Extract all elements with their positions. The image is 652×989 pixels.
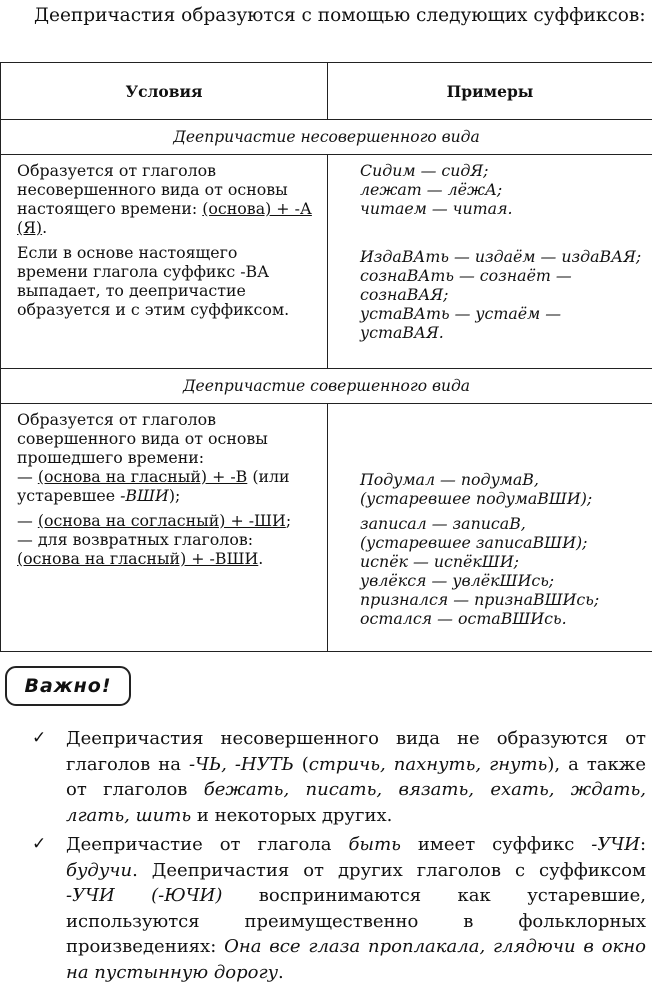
note-text [66, 728, 646, 826]
imperfective-formula: (основа) + -А (Я) [17, 199, 312, 237]
intro-paragraph: Деепричастия образуются с помощью следующих суффиксов: [8, 2, 646, 29]
perfective-conditions [1, 404, 328, 652]
perfective-examples-2 [360, 514, 642, 628]
example-line: Подумал — подумаВ, [360, 470, 642, 489]
example-line: читаем — читая. [360, 199, 642, 218]
example-line: лежат — лёжА; [360, 180, 642, 199]
example-line: (устаревшее подумаВШИ); [360, 489, 642, 508]
example-line: испёк — испёкШИ; [360, 552, 642, 571]
header-examples: Примеры [328, 63, 652, 120]
note-segment: ( [294, 754, 309, 775]
imperfective-conditions [1, 155, 328, 369]
note-budchi [32, 832, 646, 985]
section-perfective: Деепричастие совершенного вида [1, 369, 652, 404]
note-segment: : [640, 834, 646, 855]
perfective-case-3: — для возвратных глаголов: (основа на гласный) + -ВШИ. [17, 530, 313, 568]
example-line: записал — записаВ, [360, 514, 642, 533]
important-label: Важно! [5, 666, 131, 706]
note-segment: воспринимаются как устаревшие, используются преимущественно в фольклорных произведениях: [66, 885, 646, 957]
note-segment: и некоторых других. [191, 805, 392, 826]
note-segment: стричь, пахнуть, гнуть [309, 754, 548, 775]
imperfective-examples [328, 155, 652, 369]
note-segment: . Деепричастия от других глаголов с суффиксом [132, 860, 646, 881]
section-imperfective: Деепричастие несовершенного вида [1, 120, 652, 155]
header-conditions: Условия [1, 63, 328, 120]
example-line: устаВАть — устаём — устаВАЯ. [360, 304, 642, 342]
note-segment: Деепричастия несовершенного вида не образуются от глаголов на [66, 728, 646, 775]
checkmark-icon: ✓ [32, 726, 46, 752]
example-line: (устаревшее записаВШИ); [360, 533, 642, 552]
notes-list [32, 726, 646, 989]
example-line: сознаВАть — сознаёт — сознаВАЯ; [360, 266, 642, 304]
checkmark-icon: ✓ [32, 832, 46, 858]
note-segment: -ЧЬ, -НУТЬ [189, 754, 294, 775]
note-imperfective-restriction [32, 726, 646, 828]
example-line: признался — признаВШИсь; [360, 590, 642, 609]
note-segment: имеет суффикс [401, 834, 591, 855]
example-line: остался — остаВШИсь. [360, 609, 642, 628]
example-line: Сидим — сидЯ; [360, 161, 642, 180]
note-text [66, 834, 646, 983]
perfective-case-1: — (основа на гласный) + -В (или устаревшее -ВШИ); [17, 467, 313, 505]
note-segment: -УЧИ (-ЮЧИ) [66, 885, 222, 906]
example-line: ИздаВАть — издаём — издаВАЯ; [360, 247, 642, 266]
perfective-examples [328, 404, 652, 652]
perfective-case-2: — (основа на согласный) + -ШИ; [17, 511, 313, 530]
imperfective-rule-1: Образуется от глаголов несовершенного вида от основы настоящего времени: (основа) + -А (Я). [17, 161, 313, 237]
example-line: увлёкся — увлёкШИсь; [360, 571, 642, 590]
note-segment: быть [348, 834, 401, 855]
note-segment: -УЧИ [591, 834, 640, 855]
perfective-rule-intro: Образуется от глаголов совершенного вида от основы прошедшего времени: [17, 410, 313, 467]
imperfective-examples-1 [360, 161, 642, 218]
note-segment: будучи [66, 860, 132, 881]
note-segment: ), а также от глаголов [66, 754, 646, 801]
note-segment: . [278, 962, 284, 983]
suffix-table [0, 62, 652, 652]
note-segment: Она все глаза проплакала, глядючи в окно на пустынную дорогу [66, 936, 646, 983]
note-segment: бежать, писать, вязать, ехать, ждать, лгать, шить [66, 779, 646, 826]
imperfective-rule-2: Если в основе настоящего времени глагола суффикс -ВА выпадает, то деепричастие образуется и с этим суффиксом. [17, 243, 313, 319]
imperfective-examples-2 [360, 247, 642, 342]
perfective-examples-1 [360, 470, 642, 508]
note-segment: Деепричастие от глагола [66, 834, 348, 855]
